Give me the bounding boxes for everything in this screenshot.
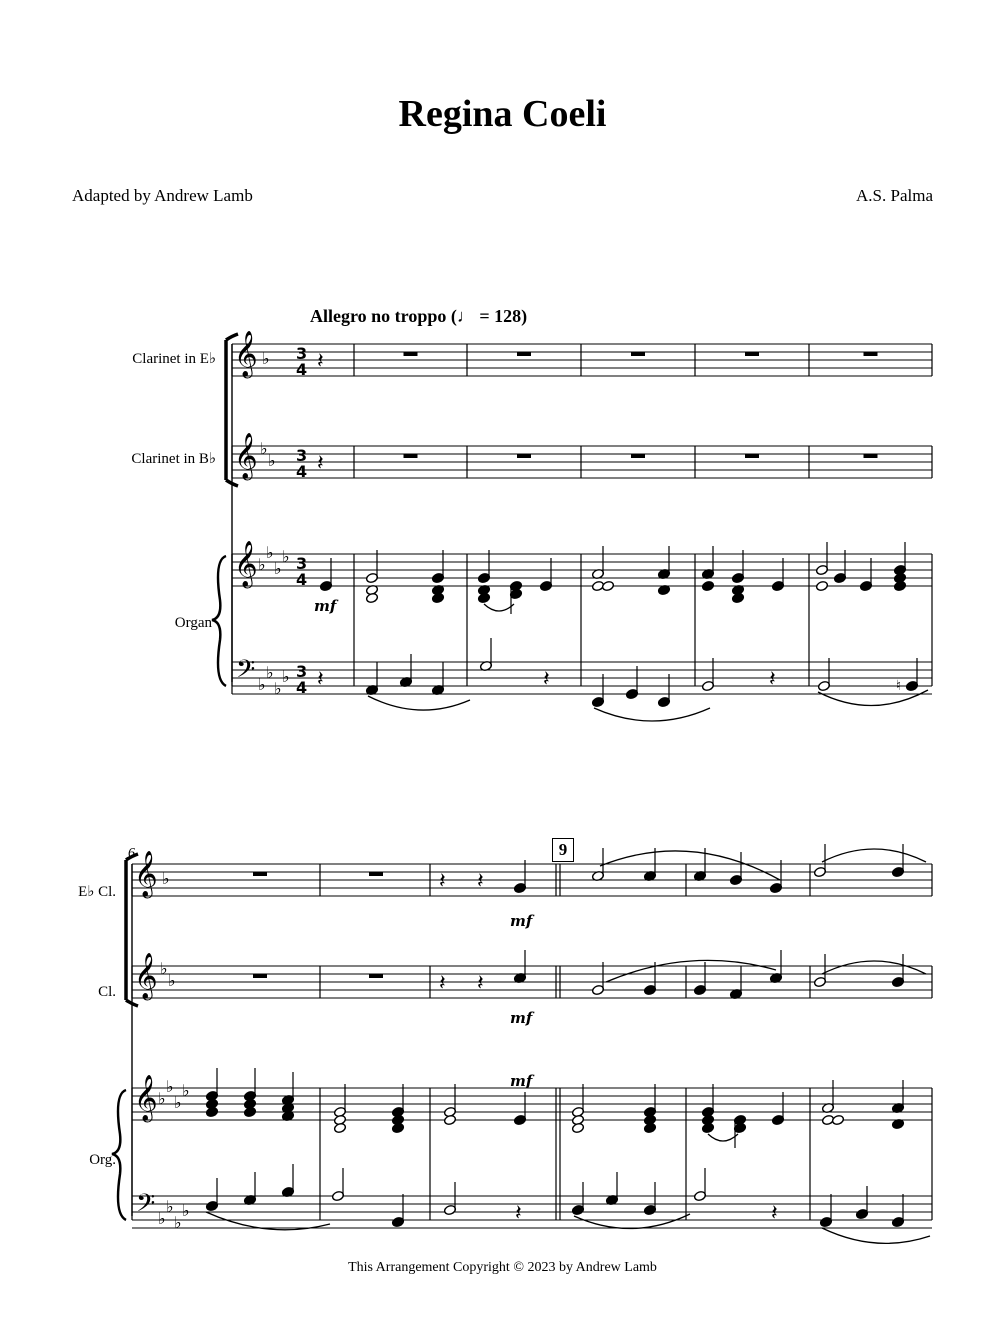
rehearsal-mark: 9 [552,838,574,862]
slur [594,708,710,721]
whole-rest [864,352,878,356]
note-head [431,592,444,603]
treble-clef: 𝄞 [234,541,258,587]
key-flat: ♭ [260,439,268,458]
key-flat: ♭ [158,1209,166,1228]
slur [606,960,776,982]
treble-clef: 𝄞 [134,851,158,897]
slur [574,1214,690,1229]
note-head [443,1114,456,1125]
composer-credit: A.S. Palma [856,186,933,205]
key-flat: ♭ [266,663,274,682]
whole-rest [517,454,531,458]
slur [822,961,926,974]
key-flat: ♭ [258,555,266,574]
note-head [243,1106,256,1117]
note-head [643,1122,656,1133]
whole-rest [631,454,645,458]
instrument-label-organ: Organ [174,615,212,631]
instrument-label-eb-cl-short: E♭ Cl. [78,884,116,900]
whole-rest [745,454,759,458]
note-head [731,592,744,603]
slur [708,1134,738,1141]
treble-clef: 𝄞 [134,1075,158,1121]
quarter-rest: 𝄽 [771,1201,778,1226]
key-flat: ♭ [182,1201,190,1220]
quarter-rest: 𝄽 [317,451,324,476]
instrument-label-cl-short: Cl. [98,984,116,1000]
key-flat: ♭ [262,349,270,368]
quarter-rest: 𝄽 [439,869,446,894]
whole-rest [745,352,759,356]
key-flat: ♭ [268,451,276,470]
key-flat: ♭ [158,1089,166,1108]
whole-rest [631,352,645,356]
note-head [701,1122,714,1133]
key-flat: ♭ [168,971,176,990]
slur [484,604,514,611]
instrument-label-org-short: Org. [89,1152,116,1168]
key-flat: ♭ [182,1081,190,1100]
key-flat: ♭ [266,543,274,562]
treble-clef: 𝄞 [234,331,258,377]
key-flat: ♭ [274,679,282,698]
note-head [333,1122,346,1133]
slur [822,849,926,862]
key-flat: ♭ [162,869,170,888]
key-flat: ♭ [160,959,168,978]
time-signature: 4 [296,360,308,379]
brace [112,1090,126,1220]
note-head [365,592,378,603]
key-flat: ♭ [274,559,282,578]
slur [206,1212,330,1230]
whole-rest [864,454,878,458]
dynamic-mf: mf [510,1009,533,1027]
whole-rest [253,974,267,978]
time-signature: 3 [296,554,308,573]
quarter-rest: 𝄽 [439,971,446,996]
brace [212,556,226,686]
note-head [571,1122,584,1133]
key-flat: ♭ [282,547,290,566]
slur [600,851,780,880]
note-head [893,580,906,591]
time-signature: 4 [296,570,308,589]
quarter-rest: 𝄽 [477,869,484,894]
time-signature: 4 [296,678,308,697]
copyright-notice: This Arrangement Copyright © 2023 by Andrew Lamb [348,1260,657,1275]
key-flat: ♭ [166,1197,174,1216]
bass-clef: 𝄢 [236,655,256,690]
instrument-label-eb-clarinet: Clarinet in E♭ [132,351,216,367]
bass-clef: 𝄢 [136,1189,156,1224]
instrument-label-bb-clarinet: Clarinet in B♭ [131,451,216,467]
slur [368,696,470,710]
note-head [205,1106,218,1117]
whole-rest [369,974,383,978]
arranger-credit: Adapted by Andrew Lamb [72,186,253,205]
note-head [815,580,828,591]
time-signature: 3 [296,662,308,681]
key-flat: ♭ [174,1093,182,1112]
note-head [391,1122,404,1133]
slur [818,690,928,706]
note-head [601,580,614,591]
treble-clef: 𝄞 [234,433,258,479]
natural-sign: ♮ [896,678,902,694]
treble-clef: 𝄞 [134,953,158,999]
note-head [701,580,714,591]
quarter-rest: 𝄽 [543,667,550,692]
whole-rest [369,872,383,876]
page-title: Regina Coeli [398,93,607,135]
dynamic-mf: mf [510,1072,533,1090]
key-flat: ♭ [174,1213,182,1232]
note-head [477,592,490,603]
dynamic-mf: mf [510,912,533,930]
quarter-rest: 𝄽 [477,971,484,996]
tempo-marking: Allegro no troppo (♩ = 128) [310,306,528,326]
time-signature: 3 [296,344,308,363]
quarter-rest: 𝄽 [317,349,324,374]
quarter-rest: 𝄽 [515,1201,522,1226]
time-signature: 3 [296,446,308,465]
time-signature: 4 [296,462,308,481]
key-flat: ♭ [258,675,266,694]
note-head [831,1114,844,1125]
whole-rest [253,872,267,876]
key-flat: ♭ [282,667,290,686]
measure-number: 6 [128,846,135,861]
dynamic-mf: mf [314,597,337,615]
whole-rest [404,454,418,458]
whole-rest [404,352,418,356]
quarter-rest: 𝄽 [317,667,324,692]
quarter-rest: 𝄽 [769,667,776,692]
slur [822,1228,930,1243]
whole-rest [517,352,531,356]
key-flat: ♭ [166,1077,174,1096]
